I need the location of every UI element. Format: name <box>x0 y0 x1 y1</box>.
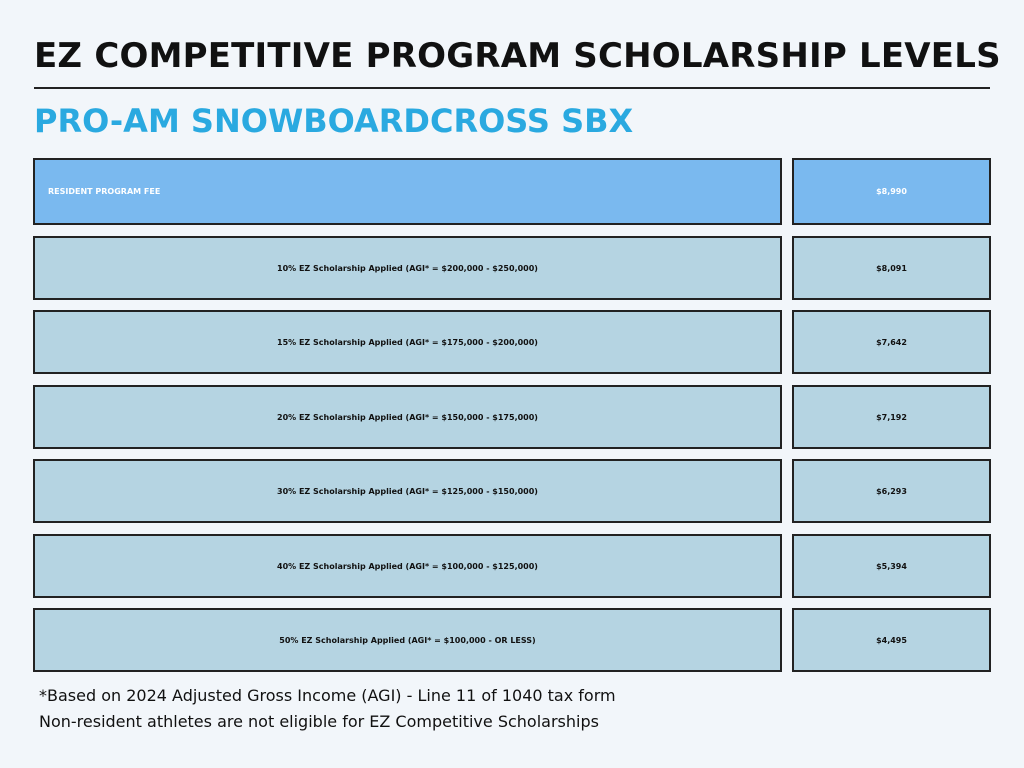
scholarship-15-label: 15% EZ Scholarship Applied (AGI* = $175,000 - $200,000) <box>33 310 782 374</box>
scholarship-50-value: $4,495 <box>792 608 991 672</box>
scholarship-10-value: $8,091 <box>792 236 991 300</box>
agi-footnote: *Based on 2024 Adjusted Gross Income (AGI) - Line 11 of 1040 tax form <box>39 686 616 705</box>
scholarship-10-label: 10% EZ Scholarship Applied (AGI* = $200,000 - $250,000) <box>33 236 782 300</box>
page-title: EZ COMPETITIVE PROGRAM SCHOLARSHIP LEVELS <box>34 36 1001 76</box>
program-subtitle: PRO-AM SNOWBOARDCROSS SBX <box>34 102 634 140</box>
resident-fee-value: $8,990 <box>792 158 991 225</box>
scholarship-30-value: $6,293 <box>792 459 991 523</box>
scholarship-20-label: 20% EZ Scholarship Applied (AGI* = $150,000 - $175,000) <box>33 385 782 449</box>
scholarship-50-label: 50% EZ Scholarship Applied (AGI* = $100,000 - OR LESS) <box>33 608 782 672</box>
eligibility-footnote: Non-resident athletes are not eligible for EZ Competitive Scholarships <box>39 712 599 731</box>
scholarship-40-value: $5,394 <box>792 534 991 598</box>
resident-fee-label: RESIDENT PROGRAM FEE <box>33 158 782 225</box>
scholarship-20-value: $7,192 <box>792 385 991 449</box>
scholarship-30-label: 30% EZ Scholarship Applied (AGI* = $125,000 - $150,000) <box>33 459 782 523</box>
scholarship-15-value: $7,642 <box>792 310 991 374</box>
title-divider <box>34 87 990 89</box>
scholarship-40-label: 40% EZ Scholarship Applied (AGI* = $100,000 - $125,000) <box>33 534 782 598</box>
